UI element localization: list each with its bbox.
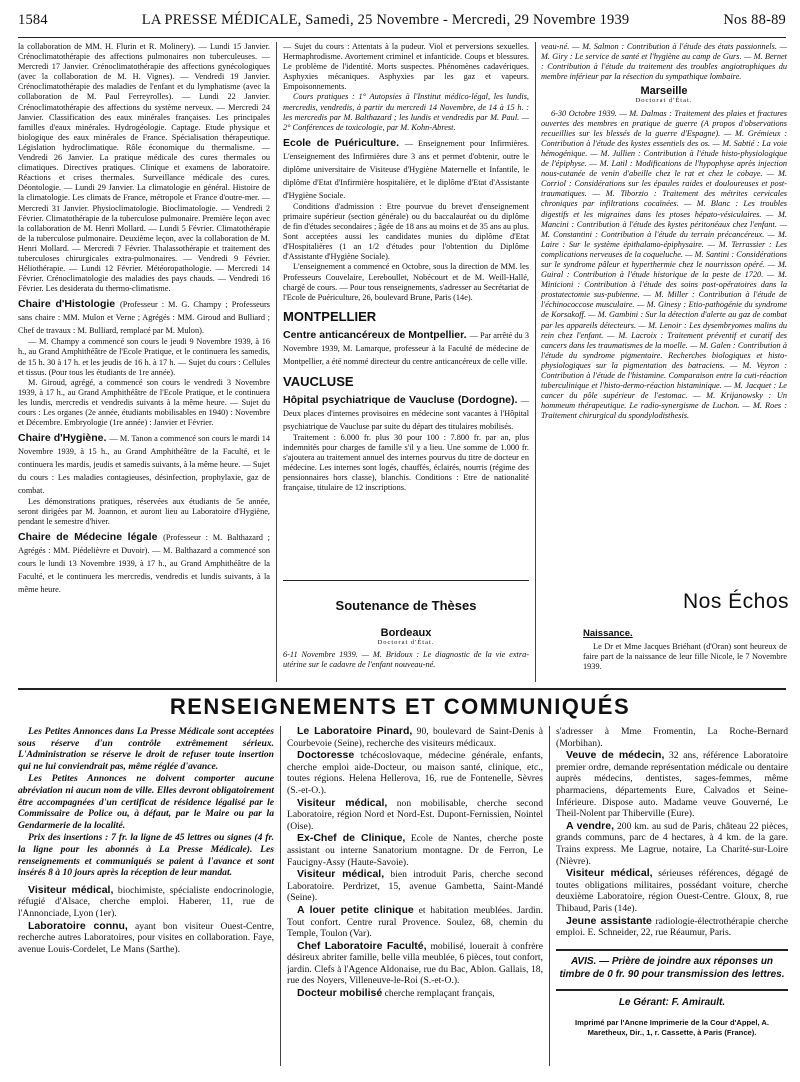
- section-title-hopital: Hôpital psychiatrique de Vaucluse (Dordogne). — Deux places d'internes provisoires en médecine sont vacantes à l'Hôpital psychiatrique de Vaucluse par suite du départ des titulaires mobilisés.: [283, 393, 529, 431]
- annonce-item: Le Laboratoire Pinard, 90, boulevard de Saint-Denis à Courbevoie (Seine), recherche des visiteurs médicaux.: [287, 726, 543, 749]
- annonce-intro-1: Les Petites Annonces dans La Presse Médicale sont acceptées sous réserve d'un contrôle extrêmement sérieux. L'Administration se réserve le droit de refuser toute insertion qui ne lui conviendrait pas, même réglée d'avance.: [18, 726, 274, 772]
- annonce-item: Visiteur médical, non mobilisable, cherche second Laboratoire, région Nord et Nord-Est. Dupont-Fernissien, Nointel (Oise).: [287, 796, 543, 832]
- histologie-text-2: M. Giroud, agrégé, a commencé son cours le vendredi 3 Novembre 1939, à 17 h., au Grand Amphithéâtre de l'Ecole Pratique, et le continuera les lundis, mercredis et vendredis suivants à la même heure. — Sujet du cours : Les organes (2e année, étudiants mobilisables en 1940) : Novembre et Décembre. Embryologie (1re année) : Janvier et Février.: [18, 377, 270, 428]
- annonce-item: Visiteur médical, biochimiste, spécialiste endocrinologie, réfugié d'Alsace, cherche emploi. Haberer, 11, rue de l'Annonciade, Lyon (1er).: [18, 883, 274, 919]
- journal-title: LA PRESSE MÉDICALE, Samedi, 25 Novembre - Mercredi, 29 Novembre 1939: [141, 12, 630, 28]
- naissance-block: [583, 642, 787, 682]
- annonce-item: Visiteur médical, bien introduit Paris, cherche second Laboratoire. Perdrizet, 15, avenue Gambetta, Saint-Mandé (Seine).: [287, 868, 543, 904]
- section-rule: [18, 688, 786, 690]
- column-divider-3: [280, 726, 281, 1066]
- annonce-item: Laboratoire connu, ayant bon visiteur Ouest-Centre, recherche autres Laboratoires, pour visites en collaboration. Faye, avenue Louis-Cordelet, Le Mans (Sarthe).: [18, 919, 274, 955]
- naissance-label: Naissance.: [583, 628, 633, 639]
- annonce-item: Ex-Chef de Clinique, Ecole de Nantes, cherche poste assistant ou interne Sanatorium montagne. Dr de Ferron, Le Faucigny-Assy (Haute-Savoie).: [287, 832, 543, 868]
- doctorat-label: Doctorat d'État.: [377, 639, 435, 647]
- avis-box: AVIS. — Prière de joindre aux réponses un timbre de 0 fr. 90 pour transmission des lettres.: [556, 949, 788, 991]
- theses-bordeaux-text: 6-11 Novembre 1939. — M. Bridoux : Le diagnostic de la vie extra-utérine sur le cadavre de l'enfant nouveau-né.: [283, 650, 529, 670]
- section-title-medecine-legale: Chaire de Médecine légale (Professeur : M. Balthazard ; Agrégés : MM. Piédelièvre et Duvoir). — M. Balthazard a commencé son cours le lundi 13 Novembre 1939, à 17 h., au Grand Amphithéâtre de la Faculté, et le continuera les mercredis, vendredis et lundis suivants, à la même heure.: [18, 531, 270, 595]
- annonce-item: Chef Laboratoire Faculté, mobilisé, louerait à confrère désireux abriter famille, belle villa meublée, 6 pièces, tout confort, jardin. Clefs à l'Agence Aldonaise, rue du Bac, Ablon. Gallais, 18, rue des Noyers, Villeneuve-le-Roi (S.-et-O.).: [287, 939, 543, 987]
- section-title-histologie: Chaire d'Histologie (Professeur : M. G. Champy ; Professeurs sans chaire : MM. Mulon et Verne ; Agrégés : MM. Giroud and Bulliard ; Chef de travaux : M. Bulliard, remplacé par M. Mulon).: [18, 298, 270, 336]
- section-title-hygiene: Chaire d'Hygiène. — M. Tanon a commencé son cours le mardi 14 Novembre 1939, à 15 h., au Grand Amphithéâtre de la Faculté, et le continuera les mardis, jeudis et samedis suivants, à la même heure. — Sujet du cours : Les maladies contagieuses, désinfection, prophylaxie, gaz de combat.: [18, 432, 270, 496]
- imprimeur-line: Imprimé par l'Ancne Imprimerie de la Cour d'Appel, A. Maretheux, Dir., 1, r. Cassette, à Paris (France).: [574, 1018, 770, 1037]
- page-number: 1584: [18, 12, 48, 28]
- echos-title: Nos Échos: [683, 590, 790, 613]
- doctorat-label-2: Doctorat d'État.: [635, 97, 693, 105]
- header-rule: [18, 37, 786, 38]
- legal-courses-text: Cours pratiques : 1° Autopsies à l'Institut médico-légal, les lundis, mercredis, vendredis, à partir du mercredi 14 Novembre, de 14 à 15 h. : les mercredis par M. Balthazard ; les lundis et vendredis par M. Paul. — 2° Conférences de toxicologie, par M. Kohn-Abrest.: [283, 92, 529, 132]
- annonce-item: Veuve de médecin, 32 ans, référence Laboratoire premier ordre, demande représentation médicale ou dentaire auprès médecins, dentistes, sages-femmes, même pharmaciens, départements Eure, Calvados et Seine-Inférieure. Dispose auto. Madame veuve Gouverné, Le Theil-Nolent par Thiberville (Eure).: [556, 749, 788, 820]
- page-header: [18, 12, 786, 38]
- marseille-theses-text: 6-30 Octobre 1939. — M. Dalmas : Traitement des plaies et fractures ouvertes des membres en pratique de guerre (A propos d'observations recueillies sur les blessés de la guerre d'Espagne). — M. Grémieux : Contribution à l'étude des kystes essentiels des os. — M. Sabtié : La voie hémogénique. — M. Jullien : Contribution à l'étude histo-physiologique de l'épiphyse. — M. Latil : Modifications de l'hypophyse après injection nous-cutanée de venin d'abeille chez le rat et chez le cobaye. — M. Corriol : Considérations sur les épaules raides et douloureuses et post-traumatiques. — M. Tiborzio : Traitement des métrites cervicales chroniques par infiltrations cocaïnées. — M. Blanc : Les troubles digestifs et les migraines dans les ptoses hépato-vésiculaires. — M. Mancini : Contribution à l'étude des kystes péritonéaux chez l'enfant. — M. Constantini : Contribution à l'étude du terrain précancéreux. — M. Laire : Sur le système épithalamo-épiphysaire. — M. Terrassier : Les complications nerveuses de la coqueluche. — M. Santini : Considérations sur le syndrome pâleur et hyperthermie chez le nourrisson opéré. — M. Guiral : Contribution à l'étude historique de la peste de 1720. — M. Minicioni : Contribution à l'étude des soins post-opératoires dans la prostatectomie sus-pubienne. — M. Miller : Contribution à l'étude de l'échinococcose musculaire. — M. Ginesy : Etio-pathogénie du syndrome de Korsakoff. — M. Gambini : Sur la détection d'alerte au gaz de combat par les appareils détecteurs. — M. Lenoir : Les dysembryomes malins du rein chez l'enfant. — M. Lacroix : Traitement préventif et curatif des cancers dans les traumatismes de la moelle. — M. Galen : Contribution à l'étude du syndrome pigmentaire. Recherches biologiques et histo-physiologiques sur la pigmentation des batraciens. — M. Veyron : Contribution à l'étude de l'histamine. Comparaison entre la cuti-réaction tuberculinique et l'histo-dermo-réaction histaminique. — M. Jacquet : Le cancer du pôle supérieur de l'estomac. — M. Krijanowsky : Un hommeum thérapeutique. Le radio-synergisme de Luchon. — M. Roes : Traitement chirurgical du spondylodisthesis.: [541, 108, 787, 421]
- annonce-item: s'adresser à Mme Fromentin, La Roche-Bernard (Morbihan).: [556, 726, 788, 749]
- issue-number: Nos 88-89: [723, 12, 786, 28]
- hygiene-text-2: Les démonstrations pratiques, réservées aux étudiants de 5e année, seront dirigées par M. Joannon, et auront lieu au Laboratoire d'Hygiène, pendant le semestre d'hiver.: [18, 497, 270, 527]
- column-divider-2: [535, 42, 536, 682]
- renseignements-title: RENSEIGNEMENTS ET COMMUNIQUÉS: [169, 694, 631, 719]
- annonce-item: Doctoresse tchécoslovaque, médecine générale, enfants, cherche emploi aide-Docteur, ou maison santé, clinique, etc., toutes régions. Helena Hellerova, 16, rue de Fontenelle, Sèvres (S.-et-O.).: [287, 749, 543, 796]
- theses-title: Soutenance de Thèses: [335, 598, 477, 613]
- cours-text: la collaboration de MM. H. Flurin et R. Molinery). — Lundi 15 Janvier. Crénoclimatothérapie des affections pulmonaires non tuberculeuses. — Mercredi 17 Janvier. Crénoclimatothérapie des affections gynécologiques (avec la collaboration de M. H. Vignes). — Vendredi 19 Janvier. Crénoclimatothérapie des maladies de l'enfant et du lymphatisme (avec la collaboration de M. Paul Ferreyrolles). — Lundi 22 Janvier. Crénoclimatothérapie des affections du système nerveux. — Mercredi 24 Janvier. Classification des eaux minérales françaises. Les principales familles d'eaux minérales. Hydrogéologie. Captage. Etude physique et biologique des eaux minérales de France. Spécialisation thérapeutique. Législation hydroclimatique. Rôle économique du thermalisme. — Vendredi 26 Janvier. La pratique médicale des cures thermales ou climatiques. Directives pratiques. Clinique et examens de laboratoire. Réactions et crises thermales. Surveillance médicale des cures. Déontologie. — Lundi 29 Janvier. La climatologie en général. Histoire de la climatologie. Les climats de France, métropole et France d'outre-mer. — Mercredi 31 Janvier. Physioclimatologie. Bioclimatologie. — Vendredi 2 Février. Climatothérapie de la tuberculose pulmonaire. Première leçon avec la collaboration de M. Henri Mollard. — Lundi 5 Février. Climatothérapie de la tuberculose pulmonaire. Deuxième leçon, avec la collaboration de M. Henri Mollard. — Mercredi 7 Février. Thalassothérapie et traitement des tuberculoses chirurgicales extra-pulmonaires. — Vendredi 9 Février. Héliothérapie. — Lundi 12 Février. Météoropathologie. — Mercredi 14 Février. Crénoclimatologie des maladies des pays chauds. — Vendredi 16 Février. Les desiderata du thermo-climatisme.: [18, 42, 270, 294]
- annonce-item: A louer petite clinique et habitation meublées. Jardin. Tout confort. Centre rural Provence. Soulez, 68, chemin du Temple, Toulon (Var).: [287, 903, 543, 940]
- city-bordeaux: Bordeaux: [380, 627, 432, 639]
- annonce-item: Docteur mobilisé cherche remplaçant français,: [297, 987, 495, 1000]
- city-montpellier: MONTPELLIER: [283, 308, 377, 324]
- section-title-puericulture: Ecole de Puériculture. — Enseignement pour Infirmières. L'enseignement des Infirmières dure 3 ans et permet d'obtenir, outre le diplôme universitaire de Visiteuse d'Hygiène Maternelle et Infantile, le diplôme d'Etat d'Infirmière hospitalière, et le diplôme d'Etat d'Assistante d'Hygiène Sociale.: [283, 136, 529, 200]
- column-divider-4: [549, 726, 550, 1066]
- hopital-conditions: Traitement : 6.000 fr. plus 30 pour 100 : 7.800 fr. par an, plus indemnités pour charges de famille s'il y a lieu. Une somme de 1.000 fr. s'ajoutera au traitement annuel des internes pourvus du titre de docteur en médecine. Les internes sont logés, chauffés, éclairés, nourris (régime des pensionnaires hors classe), blanchis. Conditions : Etre de nationalité française, titulaire de 12 inscriptions.: [283, 432, 529, 493]
- puericulture-enseignement: L'enseignement a commencé en Octobre, sous la direction de MM. les Professeurs Couvelaire, Lereboullet, Nobécourt et de M. Weill-Hallé, chargé de cours. — Pour tous renseignements, s'adresser au Secrétariat de l'Ecole de Puériculture, 26, boulevard Brune, Paris (14e).: [283, 262, 529, 302]
- legal-subject-text: — Sujet du cours : Attentats à la pudeur. Viol et perversions sexuelles. Hermaphrodisme. Avortement criminel et infanticide. Coups et blessures. Le problème de l'identité. Morts suspectes. Phénomènes cadavériques. Asphyxies mécaniques. Asphyxies par les gaz et vapeurs. Empoisonnements.: [283, 42, 529, 92]
- city-marseille: Marseille: [640, 85, 688, 98]
- renseignements-col-3: [556, 726, 788, 946]
- annonce-intro-2: Les Petites Annonces ne doivent comporter aucune abréviation ni aucun nom de ville. Elles devront obligatoirement être accompagnées d'un certificat de résidence légalisé par le Commissaire de Police ou, à défaut, par le Maire ou par la Gendarmerie de la localité.: [18, 773, 274, 831]
- annonce-item: Jeune assistante radiologie-électrothérapie cherche emploi. E. Schneider, 22, rue Réaumur, Paris.: [556, 914, 788, 939]
- naissance-text: Le Dr et Mme Jacques Briéhant (d'Oran) sont heureux de faire part de la naissance de leur fille Nicole, le 7 Novembre 1939.: [583, 642, 787, 672]
- gerant-line: Le Gérant: F. Amirault.: [618, 997, 726, 1008]
- bordeaux-theses-cont: veau-né. — M. Salmon : Contribution à l'étude des états passionnels. — M. Giry : Le service de santé et l'hygiène au camp de Gurs. — M. Bernet : Contribution à l'étude du traitement des troubles angiotrophiques du membre inférieur par la résection du sympathique lombaire.: [541, 42, 787, 82]
- annonce-item: Visiteur médical, sérieuses références, dégagé de toutes obligations militaires, possédant voiture, cherche deuxième Laboratoire, région Ouest-Centre. Gloux, 8, rue Thibaud, Paris (14e).: [556, 867, 788, 914]
- histologie-text: — M. Champy a commencé son cours le jeudi 9 Novembre 1939, à 16 h., au Grand Amphithéâtre de l'Ecole Pratique, et le continuera les samedis, de 15 h. 30 à 17 h. et les jeudis de 16 h. à 17 h. — Sujet du cours : Cellules et tissus. (Pour tous les étudiants de 1re année).: [18, 337, 270, 377]
- annonce-intro-3: Prix des insertions : 7 fr. la ligne de 45 lettres ou signes (4 fr. la ligne pour les abonnés à La Presse Médicale). Les renseignements et communiqués se paient à l'avance et sont insérés 8 à 10 jours après la réception de leur mandat.: [18, 832, 274, 879]
- annonce-item: A vendre, 200 km. au sud de Paris, château 22 pièces, grands communs, parc de 4 hectares, à 4 km. de la gare. Trains express. Me Lagrue, notaire, La Charité-sur-Loire (Nièvre).: [556, 819, 788, 867]
- renseignements-col-2: [287, 726, 543, 1066]
- theses-top-rule: [283, 580, 529, 581]
- renseignements-col-1: [18, 726, 274, 1056]
- column-3: [541, 42, 787, 582]
- puericulture-conditions: Conditions d'admission : Etre pourvue du brevet d'enseignement primaire supérieur (section générale) ou du baccalauréat ou du diplôme de fin d'études secondaires ; âgée de 18 ans au moins et de 35 ans au plus. Sont acceptées aussi les candidates munies du diplôme d'Etat d'Hospitalières (1 an 1/2 d'études pour l'obtention du Diplôme d'Assistante d'Hygiène Sociale).: [283, 201, 529, 262]
- column-2: [283, 42, 529, 572]
- city-vaucluse: VAUCLUSE: [283, 373, 354, 389]
- theses-block: [283, 624, 529, 684]
- column-1: [18, 42, 270, 684]
- section-title-anticancer: Centre anticancéreux de Montpellier. — Par arrêté du 3 Novembre 1939, M. Lamarque, professeur à la Faculté de médecine de Montpellier, a été nommé directeur du centre anticancéreux de celle ville.: [283, 328, 529, 366]
- column-divider: [276, 42, 277, 682]
